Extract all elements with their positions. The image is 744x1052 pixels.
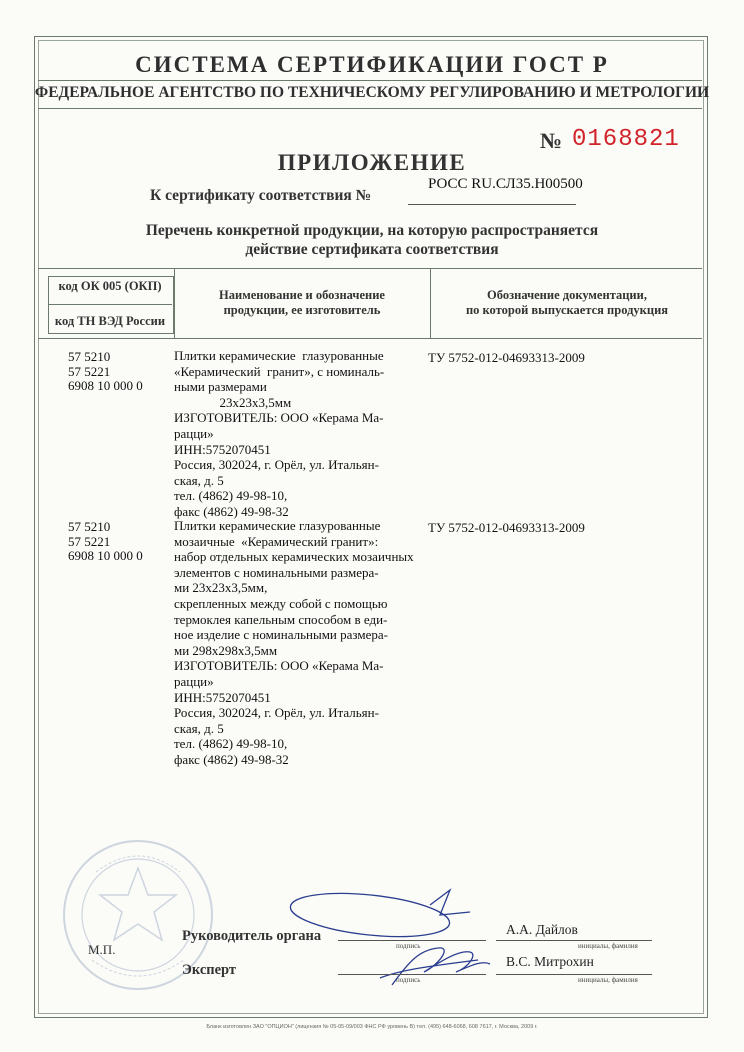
form-number-label: № [540,128,563,153]
expert-signature-caption: подпись [396,976,421,984]
row-2-description: Плитки керамические глазурованные мозаичные «Керамический гранит»: набор отдельных керамических мозаичных элементов с номинальными размера- ми 23х23х3,5мм, скрепленных между собой с помощью термоклея капельным способом в еди- ное изделие с номинальными размера- ми 298х298х3,5мм ИЗГОТОВИТЕЛЬ: ООО «Керама Ма- рацци» ИНН:5752070451 Россия, 302024, г. Орёл, ул. Итальян- ская, д. 5 тел. (4862) 49-98-10, факс (4862) 49-98-32 [174,518,414,767]
form-number: 0168821 [572,126,680,153]
header-code-tnved: код ТН ВЭД России [54,314,166,328]
head-initials-caption: инициалы, фамилия [578,942,638,950]
header-product-name: Наименование и обозначение продукции, ее изготовитель [219,288,385,317]
expert-label: Эксперт [182,962,237,978]
certificate-number: РОСС RU.СЛ35.Н00500 [428,176,583,192]
expert-initials-caption: инициалы, фамилия [578,976,638,984]
subtitle-line-1: Перечень конкретной продукции, на которую распространяется [145,222,599,239]
expert-signature-line [338,974,486,975]
row-1-documentation: ТУ 5752-012-04693313-2009 [428,350,585,365]
head-label: Руководитель органа [182,928,322,944]
head-signature-caption: подпись [396,942,421,950]
head-name-line [496,940,652,941]
agency-title: ФЕДЕРАЛЬНОЕ АГЕНТСТВО ПО ТЕХНИЧЕСКОМУ РЕГУЛИРОВАНИЮ И МЕТРОЛОГИИ [34,84,710,101]
page-title: ПРИЛОЖЕНИЕ [277,150,467,175]
certificate-label: К сертификату соответствия № [150,187,372,204]
head-name: А.А. Дайлов [506,922,578,937]
subtitle-line-2: действие сертификата соответствия [245,241,499,258]
certification-system-title: СИСТЕМА СЕРТИФИКАЦИИ ГОСТ Р [135,52,609,77]
seal-place-label: М.П. [88,942,116,957]
row-2-codes: 57 5210 57 5221 6908 10 000 0 [68,519,143,563]
expert-name-line [496,974,652,975]
head-signature-line [338,940,486,941]
row-1-description: Плитки керамические глазурованные «Керамический гранит», с номиналь- ными размерами 23х23х3,5мм ИЗГОТОВИТЕЛЬ: ООО «Керама Ма- рацци» ИНН:5752070451 Россия, 302024, г. Орёл, ул. Итальян- ская, д. 5 тел. (4862) 49-98-10, факс (4862) 49-98-32 [174,348,385,519]
expert-name: В.С. Митрохин [506,954,594,969]
header-code-okp: код ОК 005 (ОКП) [58,279,162,293]
header-documentation: Обозначение документации, по которой выпускается продукция [465,288,669,317]
row-1-codes: 57 5210 57 5221 6908 10 000 0 [68,349,143,393]
form-footer: Бланк изготовлен ЗАО "ОПЦИОН" (лицензия № 05-05-09/003 ФНС РФ уровень В) тел. (495) 648-6068, 608 7617, г. Москва, 2009 г. [206,1024,538,1030]
row-2-documentation: ТУ 5752-012-04693313-2009 [428,520,585,535]
